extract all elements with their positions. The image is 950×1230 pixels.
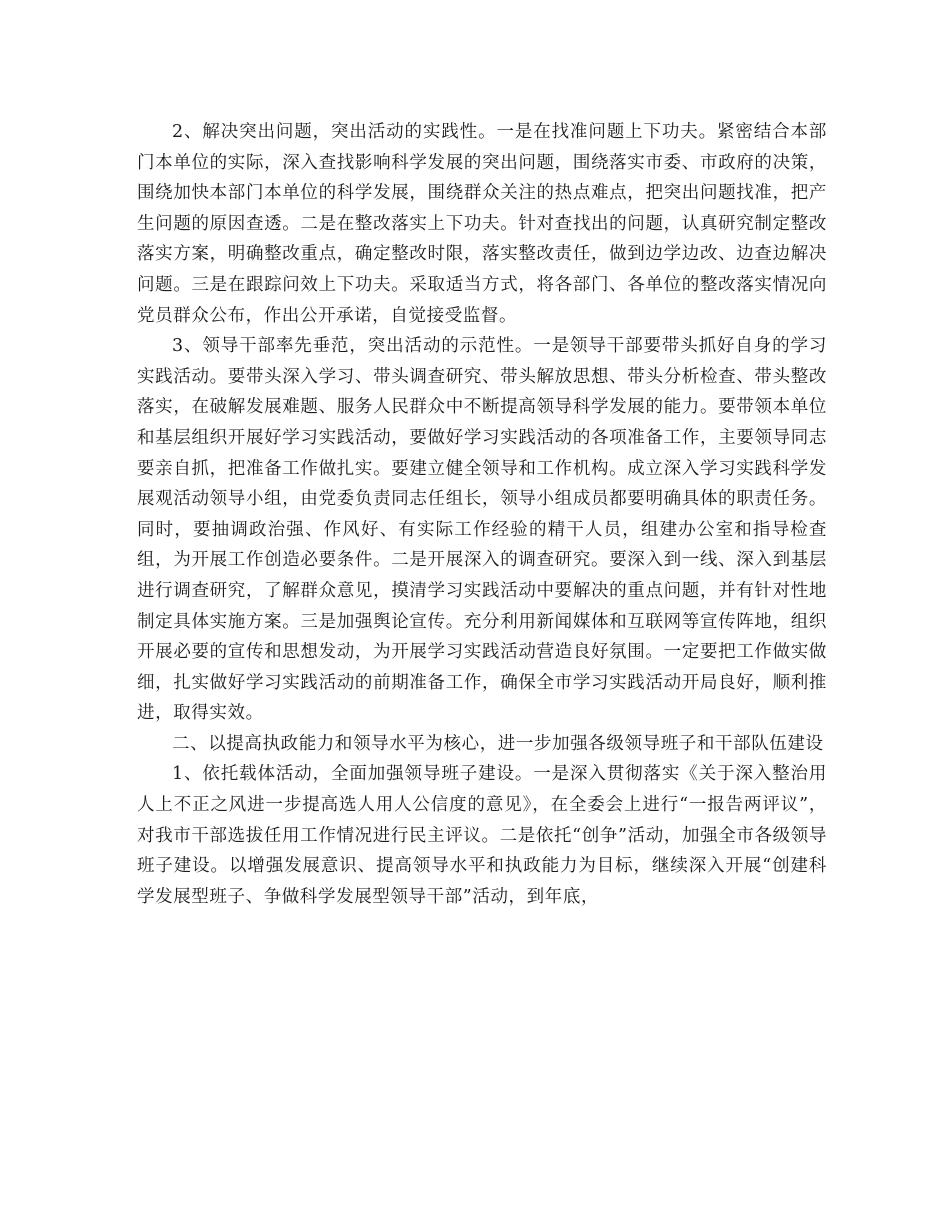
paragraph-carrier-activities: 1、依托载体活动，全面加强领导班子建设。一是深入贯彻落实《关于深入整治用人上不正之风进一步提高选人用人公信度的意见》，在全委会上进行“一报告两评议”，对我市干部选拔任用工作情况进行民主评议。二是依托“创争”活动，加强全市各级领导班子建设。以增强发展意识、提高领导水平和执政能力为目标，继续深入开展“创建科学发展型班子、争做科学发展型领导干部”活动，到年底，	[137, 764, 827, 907]
paragraph-leadership-example: 3、领导干部率先垂范，突出活动的示范性。一是领导干部要带头抓好自身的学习实践活动。要带头深入学习、带头调查研究、带头解放思想、带头分析检查、带头整改落实，在破解发展难题、服务人民群众中不断提高领导科学发展的能力。要带领本单位和基层组织开展好学习实践活动，要做好学习实践活动的各项准备工作，主要领导同志要亲自抓，把准备工作做扎实。要建立健全领导和工作机构。成立深入学习实践科学发展观活动领导小组，由党委负责同志任组长，领导小组成员都要明确具体的职责任务。同时，要抽调政治强、作风好、有实际工作经验的精干人员，组建办公室和指导检查组，为开展工作创造必要条件。二是开展深入的调查研究。要深入到一线、深入到基层进行调查研究，了解群众意见，摸清学习实践活动中要解决的重点问题，并有针对性地制定具体实施方案。三是加强舆论宣传。充分利用新闻媒体和互联网等宣传阵地，组织开展必要的宣传和思想发动，为开展学习实践活动营造良好氛围。一定要把工作做实做细，扎实做好学习实践活动的前期准备工作，确保全市学习实践活动开局良好，顺利推进，取得实效。	[137, 336, 827, 724]
section-heading-leadership-building: 二、以提高执政能力和领导水平为核心，进一步加强各级领导班子和干部队伍建设	[172, 733, 824, 754]
paragraph-rectification: 2、解决突出问题，突出活动的实践性。一是在找准问题上下功夫。紧密结合本部门本单位的实际，深入查找影响科学发展的突出问题，围绕落实市委、市政府的决策，围绕加快本部门本单位的科学发展，围绕群众关注的热点难点，把突出问题找准，把产生问题的原因查透。二是在整改落实上下功夫。针对查找出的问题，认真研究制定整改落实方案，明确整改重点，确定整改时限，落实整改责任，做到边学边改、边查边解决问题。三是在跟踪问效上下功夫。采取适当方式，将各部门、各单位的整改落实情况向党员群众公布，作出公开承诺，自觉接受监督。	[137, 122, 827, 326]
document-body	[137, 117, 827, 912]
